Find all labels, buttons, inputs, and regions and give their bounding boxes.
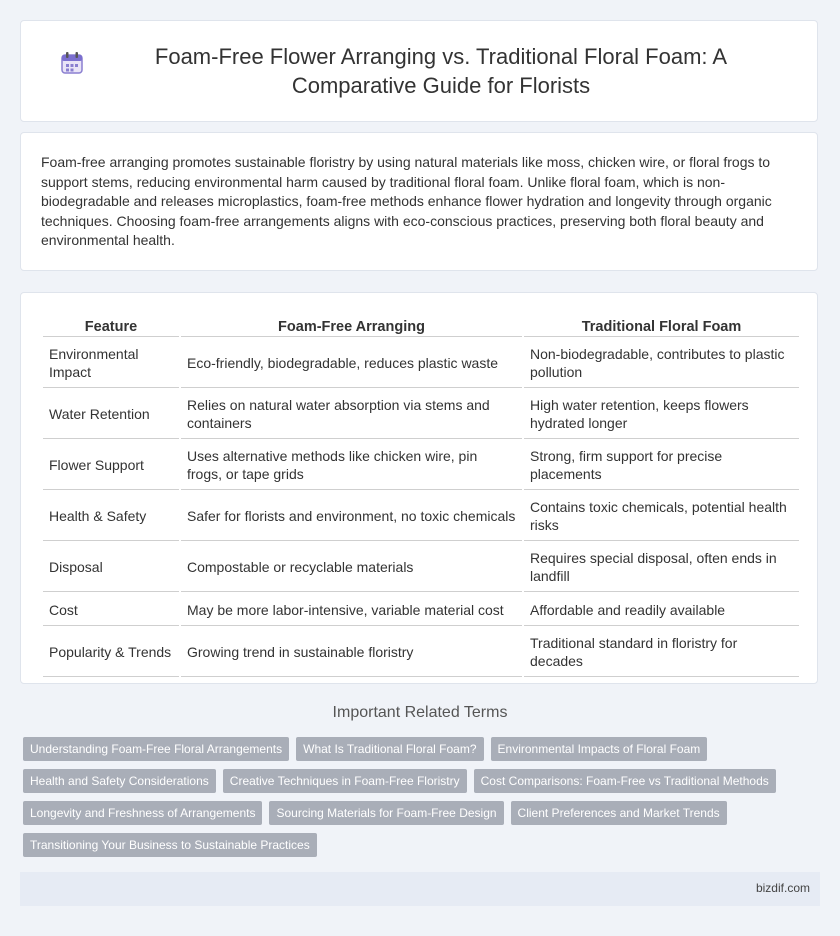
table-row	[43, 594, 799, 626]
traditional-cell: Non-biodegradable, contributes to plastic pollution	[524, 339, 799, 388]
traditional-cell: Contains toxic chemicals, potential health risks	[524, 492, 799, 541]
related-term-tag[interactable]: Understanding Foam-Free Floral Arrangements	[23, 737, 289, 761]
header-feature: Feature	[43, 317, 179, 337]
related-term-tag[interactable]: Sourcing Materials for Foam-Free Design	[269, 801, 503, 825]
traditional-cell: Strong, firm support for precise placements	[524, 441, 799, 490]
calendar-icon	[59, 50, 85, 76]
foam-free-cell: Eco-friendly, biodegradable, reduces plastic waste	[181, 339, 522, 388]
comparison-table	[41, 315, 801, 679]
table-row	[43, 628, 799, 677]
feature-cell: Environmental Impact	[43, 339, 179, 388]
table-row	[43, 543, 799, 592]
feature-cell: Popularity & Trends	[43, 628, 179, 677]
related-term-tag[interactable]: Transitioning Your Business to Sustainable Practices	[23, 833, 317, 857]
traditional-cell: Affordable and readily available	[524, 594, 799, 626]
feature-cell: Water Retention	[43, 390, 179, 439]
related-term-tag[interactable]: Cost Comparisons: Foam-Free vs Traditional Methods	[474, 769, 776, 793]
related-term-tag[interactable]: Health and Safety Considerations	[23, 769, 216, 793]
related-term-tag[interactable]: Creative Techniques in Foam-Free Floristry	[223, 769, 467, 793]
intro-card	[20, 132, 818, 271]
title-wrap	[59, 42, 779, 100]
feature-cell: Cost	[43, 594, 179, 626]
page-title: Foam-Free Flower Arranging vs. Traditional Floral Foam: A Comparative Guide for Florists	[154, 44, 728, 98]
related-term-tag[interactable]: Client Preferences and Market Trends	[511, 801, 727, 825]
feature-cell: Flower Support	[43, 441, 179, 490]
table-row	[43, 492, 799, 541]
related-term-tag[interactable]: Longevity and Freshness of Arrangements	[23, 801, 262, 825]
footer	[20, 872, 820, 906]
related-terms-list	[23, 737, 813, 857]
foam-free-cell: Uses alternative methods like chicken wire, pin frogs, or tape grids	[181, 441, 522, 490]
traditional-cell: High water retention, keeps flowers hydrated longer	[524, 390, 799, 439]
header-foam-free: Foam-Free Arranging	[181, 317, 522, 337]
foam-free-cell: Safer for florists and environment, no toxic chemicals	[181, 492, 522, 541]
title-card	[20, 20, 818, 122]
comparison-table-card	[20, 292, 818, 684]
table-row	[43, 441, 799, 490]
table-row	[43, 390, 799, 439]
foam-free-cell: Compostable or recyclable materials	[181, 543, 522, 592]
foam-free-cell: May be more labor-intensive, variable material cost	[181, 594, 522, 626]
foam-free-cell: Relies on natural water absorption via stems and containers	[181, 390, 522, 439]
feature-cell: Health & Safety	[43, 492, 179, 541]
traditional-cell: Requires special disposal, often ends in landfill	[524, 543, 799, 592]
table-header-row	[43, 317, 799, 337]
footer-site-link[interactable]: bizdif.com	[755, 881, 810, 895]
intro-paragraph: Foam-free arranging promotes sustainable floristry by using natural materials like moss, chicken wire, or floral frogs to support stems, reducing environmental harm caused by traditional floral foam. Unlike floral foam, which is non-biodegradable and releases microplastics, foam-free methods enhance flower hydration and longevity through organic techniques. Choosing foam-free arrangements aligns with eco-conscious practices, preserving both floral beauty and environmental health.	[41, 154, 772, 249]
table-row	[43, 339, 799, 388]
traditional-cell: Traditional standard in floristry for decades	[524, 628, 799, 677]
feature-cell: Disposal	[43, 543, 179, 592]
related-term-tag[interactable]: What Is Traditional Floral Foam?	[296, 737, 483, 761]
related-term-tag[interactable]: Environmental Impacts of Floral Foam	[491, 737, 708, 761]
header-traditional: Traditional Floral Foam	[524, 317, 799, 337]
related-terms-heading: Important Related Terms	[332, 704, 508, 721]
foam-free-cell: Growing trend in sustainable floristry	[181, 628, 522, 677]
